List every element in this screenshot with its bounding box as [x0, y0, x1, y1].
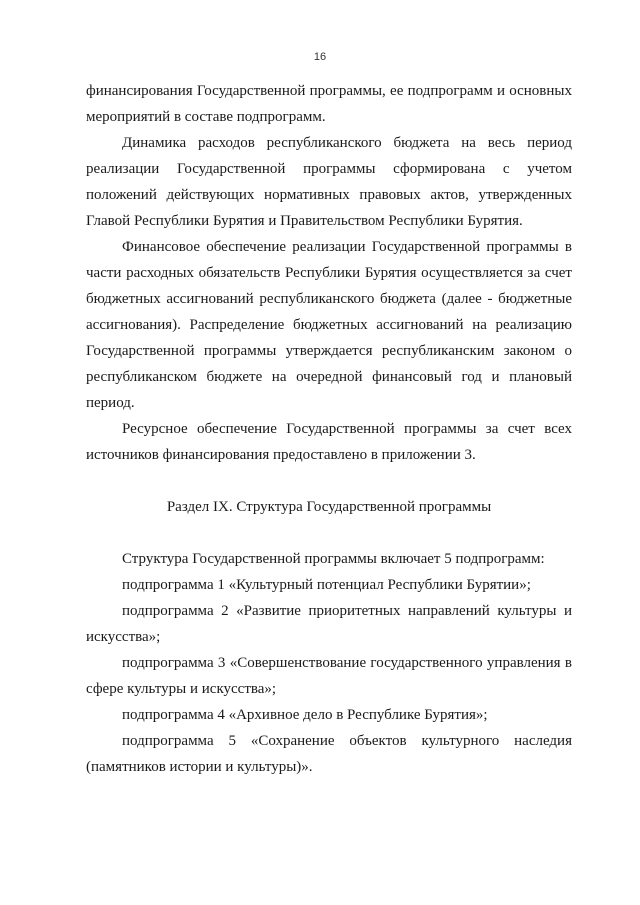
paragraph-financial-support: Финансовое обеспечение реализации Государственной программы в части расходных обязательств Республики Бурятия осуществляется за счет бюджетных ассигнований республиканского бюджета (далее - бюджетные ассигнования). Распределение бюджетных ассигнований на реализацию Государственной программы утверждается республиканским законом о республиканском бюджете на очередной финансовый год и плановый период.: [86, 239, 572, 411]
list-item-subprogram-5: подпрограмма 5 «Сохранение объектов культурного наследия (памятников истории и культуры)».: [86, 733, 572, 775]
list-item-subprogram-3: подпрограмма 3 «Совершенствование государственного управления в сфере культуры и искусства»;: [86, 655, 572, 697]
paragraph-budget-dynamics: Динамика расходов республиканского бюджета на весь период реализации Государственной программы сформирована с учетом положений действующих нормативных правовых актов, утвержденных Главой Республики Бурятия и Правительством Республики Бурятия.: [86, 135, 572, 229]
list-item-subprogram-2: подпрограмма 2 «Развитие приоритетных направлений культуры и искусства»;: [86, 603, 572, 645]
section-heading: Раздел IX. Структура Государственной программы: [166, 499, 492, 515]
list-item-subprogram-4: подпрограмма 4 «Архивное дело в Республике Бурятия»;: [122, 707, 488, 723]
document-body: [86, 78, 572, 780]
page-number: 16: [313, 51, 327, 63]
paragraph-financing-continuation: финансирования Государственной программы, ее подпрограмм и основных мероприятий в составе подпрограмм.: [86, 83, 572, 125]
list-item-subprogram-1: подпрограмма 1 «Культурный потенциал Республики Бурятии»;: [122, 577, 531, 593]
paragraph-resource-support: Ресурсное обеспечение Государственной программы за счет всех источников финансирования предоставлено в приложении 3.: [86, 421, 572, 463]
paragraph-structure-intro: Структура Государственной программы включает 5 подпрограмм:: [122, 551, 545, 567]
